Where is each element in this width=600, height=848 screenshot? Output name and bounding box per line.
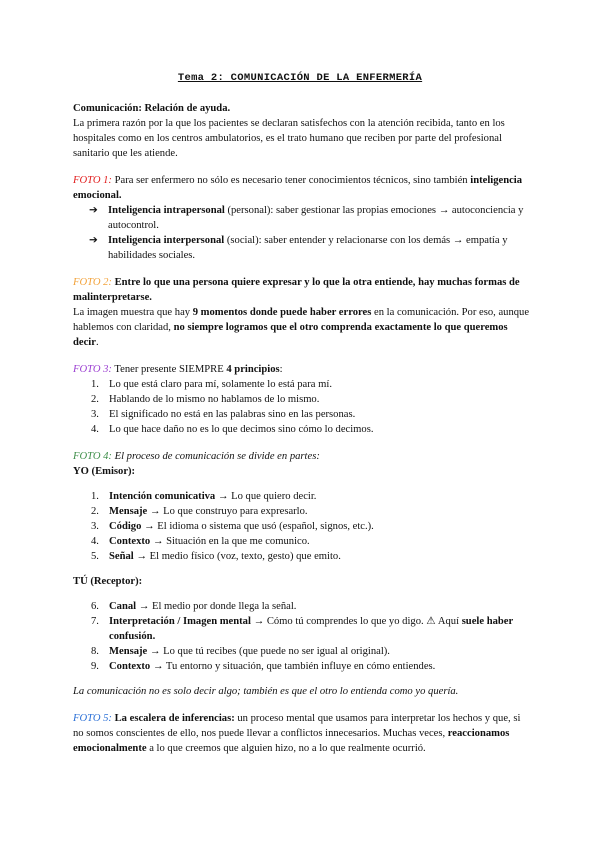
foto3-text-a: Tener presente SIEMPRE <box>111 364 227 375</box>
intro-heading: Comunicación: Relación de ayuda. <box>73 103 231 114</box>
principles-list <box>73 377 533 437</box>
item-text: (social): saber entender y relacionarse con los demás → empatía y habilidades sociales. <box>108 235 508 261</box>
list-item <box>91 407 533 422</box>
item-number: 4. <box>91 424 99 435</box>
item-bold: Señal <box>109 551 134 562</box>
item-text: Lo que está claro para mí, solamente lo está para mí. <box>109 379 332 390</box>
foto4-conclusion: La comunicación no es solo decir algo; también es que el otro lo entienda como yo quería. <box>73 686 459 697</box>
foto3-label: FOTO 3: <box>73 364 112 375</box>
item-number: 1. <box>91 379 99 390</box>
item-number: 7. <box>91 616 99 627</box>
receptor-heading: TÚ (Receptor): <box>73 576 143 587</box>
item-bold: Inteligencia interpersonal <box>108 235 225 246</box>
list-item <box>89 203 533 233</box>
foto5-bold-b: reaccionamos emocionalmente <box>73 728 510 754</box>
foto2-section <box>73 275 533 350</box>
document-body <box>73 101 533 756</box>
item-bold: Mensaje <box>109 646 148 657</box>
foto2-label: FOTO 2: <box>73 277 112 288</box>
item-text: → El medio por donde llega la señal. <box>136 601 297 612</box>
item-text: → Lo que quiero decir. <box>215 491 317 502</box>
foto1-bold: inteligencia emocional. <box>73 175 523 201</box>
list-item <box>91 599 533 614</box>
item-bold: Inteligencia intrapersonal <box>108 205 225 216</box>
item-number: 5. <box>91 551 99 562</box>
list-item <box>89 233 533 263</box>
list-item <box>91 422 533 437</box>
item-number: 3. <box>91 521 99 532</box>
foto5-section <box>73 711 533 756</box>
item-text: → Cómo tú comprendes lo que yo digo. ⚠ Aquí <box>250 616 462 627</box>
item-number: 6. <box>91 601 99 612</box>
list-item <box>91 504 533 519</box>
foto5-bold-a: La escalera de inferencias: <box>111 713 235 724</box>
item-bold: Canal <box>109 601 137 612</box>
list-item <box>91 534 533 549</box>
arrow-bullet-icon: ➔ <box>89 235 98 246</box>
item-text: → Lo que construyo para expresarlo. <box>147 506 308 517</box>
item-bold: Intención comunicativa <box>109 491 216 502</box>
item-number: 2. <box>91 506 99 517</box>
item-bold: Contexto <box>109 661 151 672</box>
foto2-bold-c: no siempre logramos que el otro comprenda exactamente lo que queremos decir <box>73 322 508 348</box>
item-text: (personal): saber gestionar las propias emociones → autoconciencia y autocontrol. <box>108 205 524 231</box>
foto4-label: FOTO 4: <box>73 451 112 462</box>
item-number: 1. <box>91 491 99 502</box>
item-number: 4. <box>91 536 99 547</box>
item-text: → Situación en la que me comunico. <box>150 536 310 547</box>
foto4-section <box>73 449 533 699</box>
foto3-bold-a: 4 principios <box>226 364 280 375</box>
page-title: Tema 2: COMUNICACIÓN DE LA ENFERMERÍA <box>177 72 423 84</box>
item-bold: Contexto <box>109 536 151 547</box>
foto1-list <box>73 203 533 263</box>
foto2-text-d: . <box>95 337 99 348</box>
foto5-text-a: un proceso mental que usamos para interpretar los hechos y que, si no somos conscientes de ello, nos puede llevar a conflictos innecesarios. Muchas veces, <box>73 713 521 739</box>
item-text: → El idioma o sistema que usó (español, signos, etc.). <box>141 521 374 532</box>
item-text: → Tu entorno y situación, que también influye en cómo entiendes. <box>150 661 436 672</box>
list-item <box>91 489 533 504</box>
intro-section <box>73 101 533 161</box>
receptor-list <box>73 599 533 674</box>
list-item <box>91 549 533 564</box>
item-number: 8. <box>91 646 99 657</box>
foto3-section <box>73 362 533 437</box>
item-number: 2. <box>91 394 99 405</box>
item-bold: Mensaje <box>109 506 148 517</box>
list-item <box>91 392 533 407</box>
list-item <box>91 659 533 674</box>
list-item <box>91 377 533 392</box>
list-item <box>91 519 533 534</box>
foto4-text-a: El proceso de comunicación se divide en partes: <box>111 451 320 462</box>
emisor-heading: YO (Emisor): <box>73 466 136 477</box>
foto1-label: FOTO 1: <box>73 175 112 186</box>
list-item <box>91 614 533 644</box>
foto5-text-b: a lo que creemos que alguien hizo, no a lo que realmente ocurrió. <box>146 743 426 754</box>
item-text: → Lo que tú recibes (que puede no ser igual al original). <box>147 646 390 657</box>
foto1-section <box>73 173 533 263</box>
item-number: 3. <box>91 409 99 420</box>
foto3-text-b: : <box>279 364 283 375</box>
foto2-bold-a: Entre lo que una persona quiere expresar y lo que la otra entiende, hay muchas formas de malinterpretarse. <box>73 277 520 303</box>
item-bold: Interpretación / Imagen mental <box>109 616 251 627</box>
item-bold-2: suele haber confusión. <box>109 616 513 642</box>
item-text: → El medio físico (voz, texto, gesto) que emito. <box>133 551 341 562</box>
foto2-bold-b: 9 momentos donde puede haber errores <box>192 307 372 318</box>
intro-text: La primera razón por la que los pacientes se declaran satisfechos con la atención recibida, tanto en los hospitales como en los centros ambulatorios, es el trato humano que reciben por parte del profesional sanitario que les atiende. <box>73 118 505 159</box>
foto2-text-b: La imagen muestra que hay <box>73 307 193 318</box>
emisor-list <box>73 489 533 564</box>
item-bold: Código <box>109 521 142 532</box>
item-number: 9. <box>91 661 99 672</box>
item-text: Lo que hace daño no es lo que decimos sino cómo lo decimos. <box>109 424 374 435</box>
item-text: Hablando de lo mismo no hablamos de lo mismo. <box>109 394 320 405</box>
foto1-text: Para ser enfermero no sólo es necesario tener conocimientos técnicos, sino también <box>111 175 471 186</box>
foto2-text-c: en la comunicación. Por eso, aunque hablemos con claridad, <box>73 307 530 333</box>
item-text: El significado no está en las palabras sino en las personas. <box>109 409 356 420</box>
foto5-label: FOTO 5: <box>73 713 112 724</box>
list-item <box>91 644 533 659</box>
arrow-bullet-icon: ➔ <box>89 205 98 216</box>
